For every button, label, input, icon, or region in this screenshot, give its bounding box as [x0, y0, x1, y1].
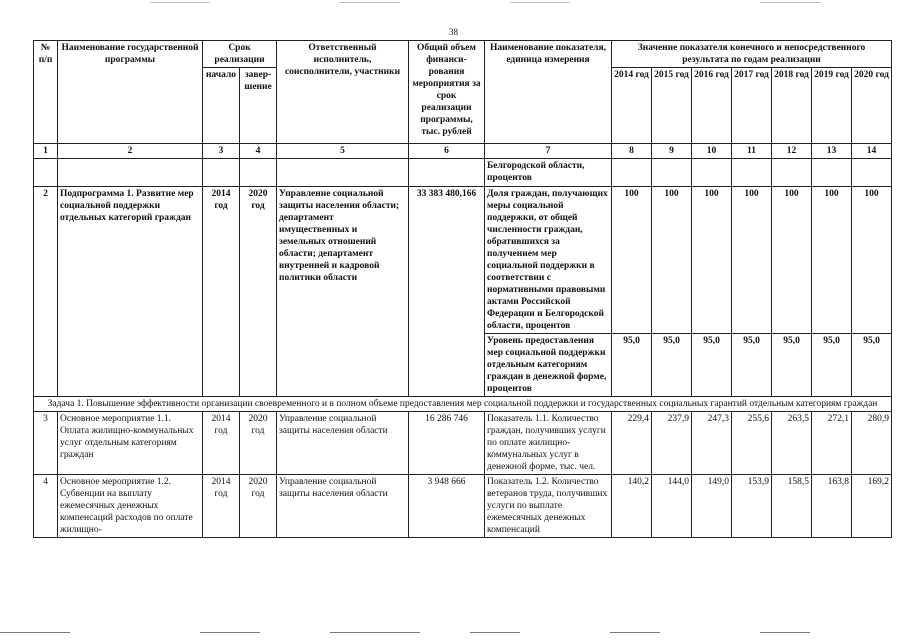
header-num: № п/п: [34, 41, 58, 144]
end-year: 2020 год: [240, 187, 277, 397]
indicator-value: 95,0: [692, 334, 732, 397]
column-number: 10: [692, 144, 732, 159]
column-number: 2: [58, 144, 203, 159]
indicator-value: 280,9: [852, 412, 892, 475]
column-number: 6: [409, 144, 485, 159]
indicator-value: 263,5: [772, 412, 812, 475]
indicator-value: 255,6: [732, 412, 772, 475]
indicator-value: 100: [612, 187, 652, 334]
header-year: 2019 год: [812, 68, 852, 144]
indicator-value: 149,0: [692, 475, 732, 538]
indicator-value: 247,3: [692, 412, 732, 475]
task-title: Задача 1. Повышение эффективности организации своевременного и в полном объеме предоставления мер социальной поддержки и государственных социальных гарантий отдельным категориям граждан: [34, 397, 892, 412]
scan-edge-line: [330, 632, 420, 633]
activity-row: [34, 412, 892, 475]
column-number: 3: [203, 144, 240, 159]
scan-edge-line: [150, 2, 210, 3]
column-number: 9: [652, 144, 692, 159]
start-year: 2014 год: [203, 187, 240, 397]
program-name: Основное мероприятие 1.2. Субвенции на выплату ежемесячных денежных компенсаций расходов по оплате жилищно-: [58, 475, 203, 538]
indicator-value: 100: [812, 187, 852, 334]
column-number: 8: [612, 144, 652, 159]
executor: Управление социальной защиты населения области: [277, 412, 409, 475]
funding-volume: 16 286 746: [409, 412, 485, 475]
program-name: Подпрограмма 1. Развитие мер социальной поддержки отдельных категорий граждан: [58, 187, 203, 397]
indicator-value: 95,0: [732, 334, 772, 397]
scan-edge-line: [760, 632, 810, 633]
continuation-indicator: Белгородской области, процентов: [485, 159, 612, 187]
column-number: 7: [485, 144, 612, 159]
indicator-value: 100: [692, 187, 732, 334]
indicator-value: 237,9: [652, 412, 692, 475]
indicator-value: 95,0: [652, 334, 692, 397]
header-program: Наименование государственной программы: [58, 41, 203, 144]
header-end: завер-шение: [240, 68, 277, 144]
header-year: 2016 год: [692, 68, 732, 144]
indicator-value: 229,4: [612, 412, 652, 475]
subprogram-row: [34, 187, 892, 334]
header-year: 2014 год: [612, 68, 652, 144]
start-year: 2014 год: [203, 475, 240, 538]
funding-volume: 3 948 666: [409, 475, 485, 538]
scan-edge-line: [0, 632, 70, 633]
indicator-value: 100: [772, 187, 812, 334]
indicator-value: 95,0: [852, 334, 892, 397]
indicator-value: 153,9: [732, 475, 772, 538]
column-number: 1: [34, 144, 58, 159]
program-name: Основное мероприятие 1.1. Оплата жилищно-коммунальных услуг отдельным категориям граждан: [58, 412, 203, 475]
column-number: 11: [732, 144, 772, 159]
column-number: 5: [277, 144, 409, 159]
column-number: 4: [240, 144, 277, 159]
indicator-name: Доля граждан, получающих меры социальной поддержки, от общей численности граждан, обратившихся за получением мер социальной поддержки в соответствии с нормативными правовыми актами Российской Федерации и Белгородской области, процентов: [485, 187, 612, 334]
executor: Управление социальной защиты населения области; департамент имущественных и земельных отношений области; департамент внутренней и кадровой политики области: [277, 187, 409, 397]
scan-edge-line: [470, 632, 520, 633]
column-number: 13: [812, 144, 852, 159]
row-number: 2: [34, 187, 58, 397]
header-year: 2017 год: [732, 68, 772, 144]
indicator-value: 95,0: [772, 334, 812, 397]
indicator-value: 100: [652, 187, 692, 334]
continuation-row: [34, 159, 892, 187]
header-values: Значение показателя конечного и непосредственного результата по годам реализации: [612, 41, 892, 68]
indicator-value: 140,2: [612, 475, 652, 538]
executor: Управление социальной защиты населения области: [277, 475, 409, 538]
scan-edge-line: [760, 2, 820, 3]
indicator-value: 100: [732, 187, 772, 334]
indicator-name: Показатель 1.1. Количество граждан, получивших услуги по оплате жилищно-коммунальных услуг в денежной форме, тыс. чел.: [485, 412, 612, 475]
indicator-value: 163,8: [812, 475, 852, 538]
end-year: 2020 год: [240, 412, 277, 475]
header-row: [34, 41, 892, 68]
indicator-value: 95,0: [612, 334, 652, 397]
activity-row: [34, 475, 892, 538]
header-executor: Ответственный исполнитель, соисполнители, участники: [277, 41, 409, 144]
scan-edge-line: [340, 2, 400, 3]
indicator-value: 158,5: [772, 475, 812, 538]
indicator-value: 272,1: [812, 412, 852, 475]
scan-edge-line: [610, 632, 660, 633]
start-year: 2014 год: [203, 412, 240, 475]
indicator-value: 100: [852, 187, 892, 334]
indicator-value: 169,2: [852, 475, 892, 538]
indicator-value: 144,0: [652, 475, 692, 538]
header-year: 2020 год: [852, 68, 892, 144]
row-number: 3: [34, 412, 58, 475]
end-year: 2020 год: [240, 475, 277, 538]
indicator-name: Показатель 1.2. Количество ветеранов труда, получивших услуги по выплате ежемесячных денежных компенсаций: [485, 475, 612, 538]
indicator-value: 95,0: [812, 334, 852, 397]
column-number-row: [34, 144, 892, 159]
scan-edge-line: [510, 2, 570, 3]
header-year: 2015 год: [652, 68, 692, 144]
indicator-name: Уровень предоставления мер социальной поддержки отдельным категориям граждан в денежной форме, процентов: [485, 334, 612, 397]
page-number: 38: [449, 27, 458, 37]
header-year: 2018 год: [772, 68, 812, 144]
program-table: [33, 40, 892, 538]
funding-volume: 33 383 480,166: [409, 187, 485, 397]
header-indicator: Наименование показателя, единица измерения: [485, 41, 612, 144]
header-volume: Общий объем финанси-рования мероприятия за срок реализации программы, тыс. рублей: [409, 41, 485, 144]
column-number: 12: [772, 144, 812, 159]
scan-edge-line: [200, 632, 260, 633]
row-number: 4: [34, 475, 58, 538]
header-period: Срок реализации: [203, 41, 277, 68]
header-start: начало: [203, 68, 240, 144]
column-number: 14: [852, 144, 892, 159]
task-row: [34, 397, 892, 412]
